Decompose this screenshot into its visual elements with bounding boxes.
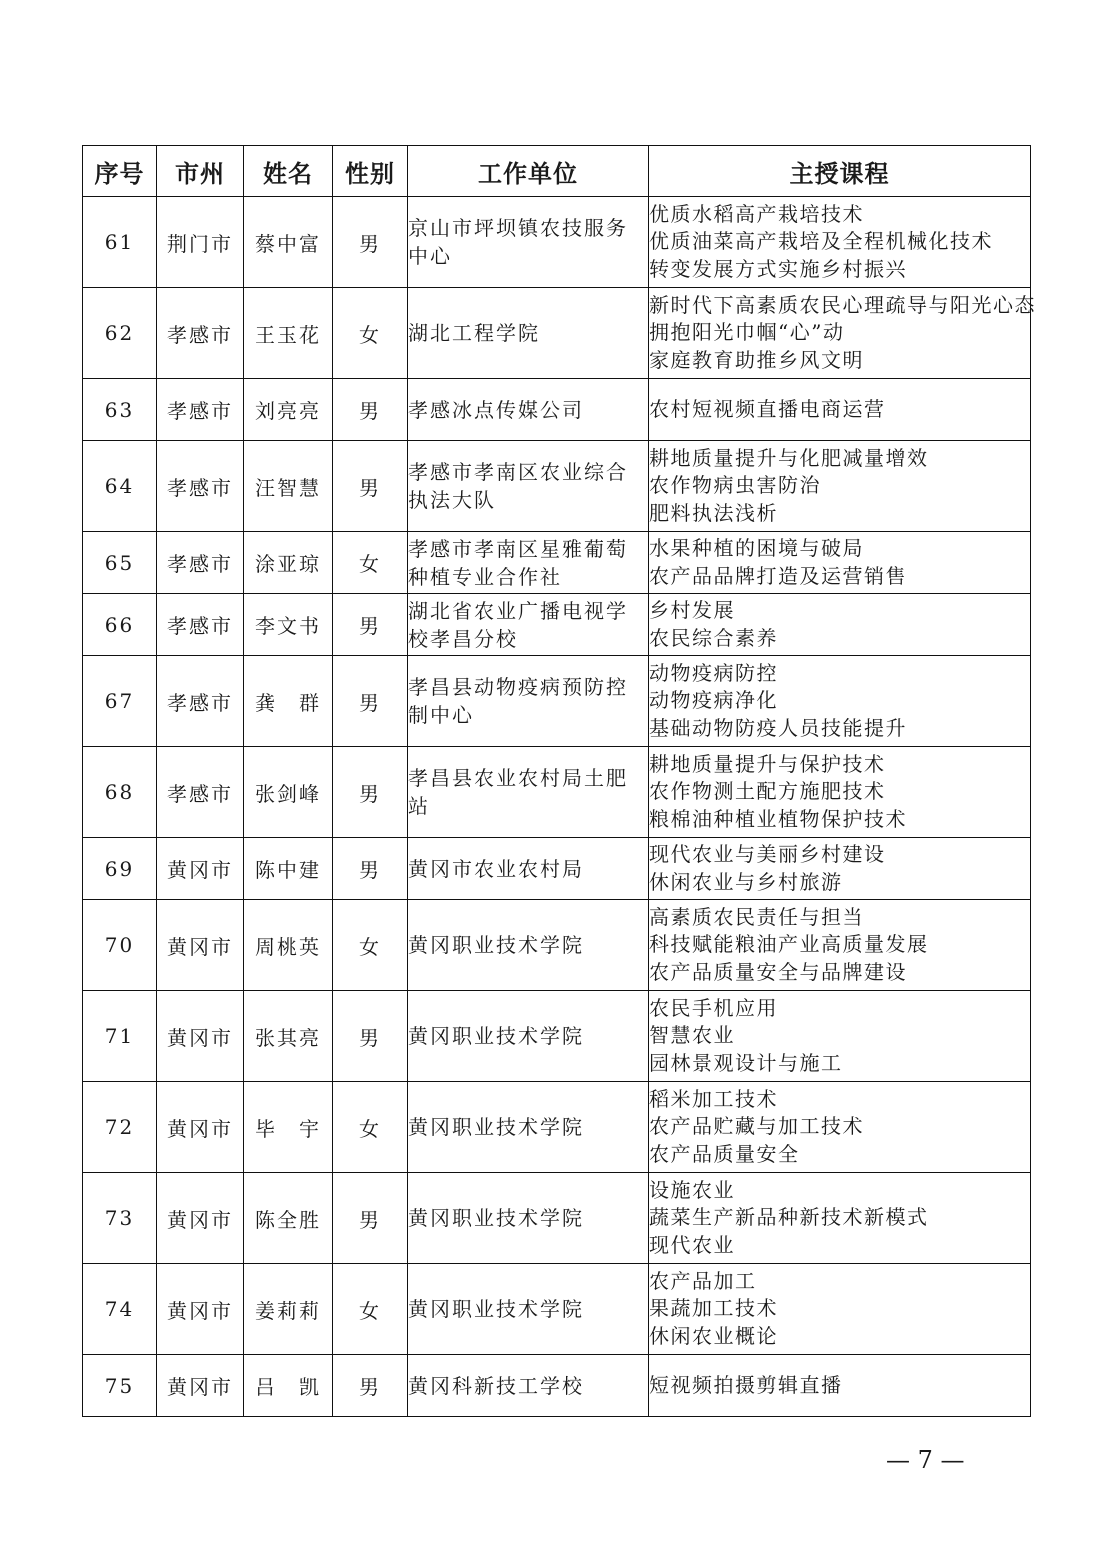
table-row xyxy=(83,1173,1031,1264)
course-item: 动物疫病防控 xyxy=(649,660,778,685)
cell-courses xyxy=(649,747,1031,838)
table-row xyxy=(83,1082,1031,1173)
cell-gender: 男 xyxy=(333,1355,408,1417)
course-item: 高素质农民责任与担当 xyxy=(649,904,864,929)
cell-gender: 女 xyxy=(333,1082,408,1173)
course-item: 农村短视频直播电商运营 xyxy=(649,396,886,421)
cell-courses xyxy=(649,1264,1031,1355)
cell-unit: 黄冈职业技术学院 xyxy=(408,1173,649,1264)
cell-no: 75 xyxy=(83,1355,157,1417)
cell-no: 67 xyxy=(83,656,157,747)
course-item: 新时代下高素质农民心理疏导与阳光心态 xyxy=(649,292,1036,317)
cell-gender: 男 xyxy=(333,838,408,900)
cell-city: 孝感市 xyxy=(157,379,244,441)
course-item: 农产品质量安全 xyxy=(649,1141,800,1166)
cell-no: 74 xyxy=(83,1264,157,1355)
cell-unit: 黄冈市农业农村局 xyxy=(408,838,649,900)
cell-no: 69 xyxy=(83,838,157,900)
course-item: 优质油菜高产栽培及全程机械化技术 xyxy=(649,229,993,254)
cell-courses xyxy=(649,288,1036,379)
cell-city: 荆门市 xyxy=(157,197,244,288)
course-item: 休闲农业与乡村旅游 xyxy=(649,869,843,894)
cell-courses xyxy=(649,532,1031,594)
cell-gender: 女 xyxy=(333,1264,408,1355)
table-row xyxy=(83,594,1031,656)
cell-gender: 男 xyxy=(333,594,408,656)
course-item: 粮棉油种植业植物保护技术 xyxy=(649,806,907,831)
course-item: 果蔬加工技术 xyxy=(649,1296,778,1321)
cell-city: 黄冈市 xyxy=(157,900,244,991)
cell-courses xyxy=(649,441,1031,532)
cell-name: 龚 群 xyxy=(244,656,333,747)
cell-unit: 孝感市孝南区农业综合执法大队 xyxy=(408,441,649,532)
cell-no: 63 xyxy=(83,379,157,441)
cell-no: 65 xyxy=(83,532,157,594)
cell-courses xyxy=(649,1173,1031,1264)
cell-no: 71 xyxy=(83,991,157,1082)
cell-name: 王玉花 xyxy=(244,288,333,379)
course-item: 农产品加工 xyxy=(649,1268,757,1293)
course-item: 农产品贮藏与加工技术 xyxy=(649,1114,864,1139)
cell-no: 73 xyxy=(83,1173,157,1264)
cell-no: 64 xyxy=(83,441,157,532)
table-row xyxy=(83,838,1031,900)
course-item: 智慧农业 xyxy=(649,1023,735,1048)
cell-city: 孝感市 xyxy=(157,594,244,656)
course-item: 休闲农业概论 xyxy=(649,1323,778,1348)
cell-city: 黄冈市 xyxy=(157,1264,244,1355)
course-item: 耕地质量提升与化肥减量增效 xyxy=(649,445,929,470)
page-number: — 7 — xyxy=(886,1446,965,1474)
course-item: 现代农业与美丽乡村建设 xyxy=(649,842,886,866)
course-item: 农产品品牌打造及运营销售 xyxy=(649,563,907,588)
cell-courses xyxy=(649,594,1031,656)
cell-gender: 女 xyxy=(333,532,408,594)
header-name: 姓名 xyxy=(244,146,333,197)
cell-name: 李文书 xyxy=(244,594,333,656)
cell-name: 汪智慧 xyxy=(244,441,333,532)
cell-unit: 黄冈职业技术学院 xyxy=(408,900,649,991)
course-item: 家庭教育助推乡风文明 xyxy=(649,347,864,372)
table-row xyxy=(83,532,1031,594)
cell-gender: 男 xyxy=(333,747,408,838)
cell-gender: 女 xyxy=(333,288,408,379)
header-courses: 主授课程 xyxy=(649,146,1031,197)
course-item: 肥料执法浅析 xyxy=(649,500,778,525)
header-gender: 性别 xyxy=(333,146,408,197)
table-row xyxy=(83,1264,1031,1355)
course-item: 农作物测土配方施肥技术 xyxy=(649,779,886,804)
cell-name: 张剑峰 xyxy=(244,747,333,838)
cell-name: 周桃英 xyxy=(244,900,333,991)
course-item: 乡村发展 xyxy=(649,598,735,622)
cell-name: 蔡中富 xyxy=(244,197,333,288)
table-row xyxy=(83,656,1031,747)
cell-courses xyxy=(649,197,1031,288)
course-item: 基础动物防疫人员技能提升 xyxy=(649,715,907,740)
table-row xyxy=(83,441,1031,532)
cell-city: 黄冈市 xyxy=(157,1173,244,1264)
cell-city: 孝感市 xyxy=(157,747,244,838)
table-header-row xyxy=(83,146,1031,197)
course-item: 短视频拍摄剪辑直播 xyxy=(649,1372,843,1397)
cell-no: 70 xyxy=(83,900,157,991)
table-row xyxy=(83,288,1031,379)
cell-courses xyxy=(649,379,1031,441)
course-item: 耕地质量提升与保护技术 xyxy=(649,751,886,776)
course-item: 科技赋能粮油产业高质量发展 xyxy=(649,932,929,957)
course-item: 稻米加工技术 xyxy=(649,1086,778,1111)
cell-name: 陈中建 xyxy=(244,838,333,900)
header-unit: 工作单位 xyxy=(408,146,649,197)
course-item: 农民综合素养 xyxy=(649,625,778,650)
cell-unit: 黄冈科新技工学校 xyxy=(408,1355,649,1417)
cell-unit: 孝昌县农业农村局土肥站 xyxy=(408,747,649,838)
cell-gender: 男 xyxy=(333,1173,408,1264)
table-row xyxy=(83,1355,1031,1417)
cell-city: 孝感市 xyxy=(157,656,244,747)
cell-courses xyxy=(649,991,1031,1082)
course-item: 农民手机应用 xyxy=(649,995,778,1020)
table-row xyxy=(83,991,1031,1082)
cell-unit: 湖北工程学院 xyxy=(408,288,649,379)
cell-gender: 男 xyxy=(333,656,408,747)
cell-courses xyxy=(649,656,1031,747)
header-no: 序号 xyxy=(83,146,157,197)
cell-city: 黄冈市 xyxy=(157,1082,244,1173)
cell-city: 孝感市 xyxy=(157,532,244,594)
cell-name: 涂亚琼 xyxy=(244,532,333,594)
course-item: 优质水稻高产栽培技术 xyxy=(649,201,864,226)
cell-courses xyxy=(649,900,1031,991)
cell-unit: 湖北省农业广播电视学校孝昌分校 xyxy=(408,594,649,656)
cell-name: 毕 宇 xyxy=(244,1082,333,1173)
cell-unit: 黄冈职业技术学院 xyxy=(408,1082,649,1173)
table-row xyxy=(83,197,1031,288)
roster-table xyxy=(82,145,1036,1417)
course-item: 蔬菜生产新品种新技术新模式 xyxy=(649,1205,929,1230)
course-item: 农产品质量安全与品牌建设 xyxy=(649,959,907,984)
cell-city: 黄冈市 xyxy=(157,838,244,900)
course-item: 动物疫病净化 xyxy=(649,688,778,713)
course-item: 现代农业 xyxy=(649,1232,735,1257)
cell-unit: 黄冈职业技术学院 xyxy=(408,991,649,1082)
course-item: 转变发展方式实施乡村振兴 xyxy=(649,256,907,281)
cell-gender: 男 xyxy=(333,991,408,1082)
cell-no: 61 xyxy=(83,197,157,288)
cell-name: 刘亮亮 xyxy=(244,379,333,441)
table-body xyxy=(83,197,1036,1417)
course-item: 拥抱阳光巾帼“心”动 xyxy=(649,320,845,345)
cell-city: 黄冈市 xyxy=(157,1355,244,1417)
course-item: 园林景观设计与施工 xyxy=(649,1050,843,1075)
course-item: 设施农业 xyxy=(649,1177,735,1202)
cell-name: 吕 凯 xyxy=(244,1355,333,1417)
cell-courses xyxy=(649,838,1031,900)
cell-city: 孝感市 xyxy=(157,441,244,532)
table-row xyxy=(83,747,1031,838)
cell-name: 姜莉莉 xyxy=(244,1264,333,1355)
cell-name: 陈全胜 xyxy=(244,1173,333,1264)
cell-unit: 孝感市孝南区星雅葡萄种植专业合作社 xyxy=(408,532,649,594)
cell-no: 66 xyxy=(83,594,157,656)
cell-unit: 京山市坪坝镇农技服务中心 xyxy=(408,197,649,288)
cell-unit: 孝昌县动物疫病预防控制中心 xyxy=(408,656,649,747)
cell-gender: 男 xyxy=(333,379,408,441)
cell-city: 孝感市 xyxy=(157,288,244,379)
cell-gender: 男 xyxy=(333,441,408,532)
cell-unit: 黄冈职业技术学院 xyxy=(408,1264,649,1355)
cell-courses xyxy=(649,1082,1031,1173)
cell-city: 黄冈市 xyxy=(157,991,244,1082)
cell-unit: 孝感冰点传媒公司 xyxy=(408,379,649,441)
course-item: 农作物病虫害防治 xyxy=(649,473,821,498)
course-item: 水果种植的困境与破局 xyxy=(649,536,864,560)
cell-gender: 男 xyxy=(333,197,408,288)
cell-no: 62 xyxy=(83,288,157,379)
header-city: 市州 xyxy=(157,146,244,197)
cell-name: 张其亮 xyxy=(244,991,333,1082)
cell-no: 72 xyxy=(83,1082,157,1173)
cell-no: 68 xyxy=(83,747,157,838)
table-row xyxy=(83,379,1031,441)
table-row xyxy=(83,900,1031,991)
cell-courses xyxy=(649,1355,1031,1417)
cell-gender: 女 xyxy=(333,900,408,991)
